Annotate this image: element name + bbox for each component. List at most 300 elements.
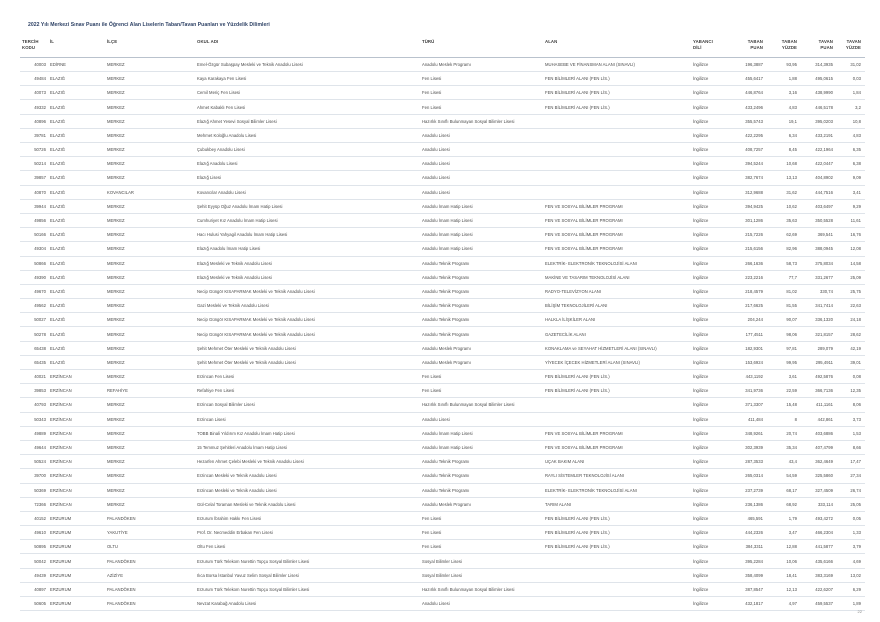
cell-tavan-yuzde: 6,29 <box>837 582 865 596</box>
table-row[interactable] <box>20 242 865 256</box>
cell-tavan-puan: 375,8034 <box>801 256 837 270</box>
cell-alan <box>543 185 691 199</box>
cell-okul-adi: Erzincan Mesleki ve Teknik Anadolu Lisesi <box>195 483 420 497</box>
table-row[interactable] <box>20 554 865 568</box>
cell-alan <box>543 143 691 157</box>
cell-ilce: PALANDÖKEN <box>105 582 195 596</box>
cell-okul-adi: Elazığ Anadolu Lisesi <box>195 157 420 171</box>
cell-yabanci-dili: İngilizce <box>691 511 729 525</box>
cell-ilce: MERKEZ <box>105 72 195 86</box>
cell-il: ERZİNCAN <box>48 398 105 412</box>
cell-turu: Hazırlık Sınıflı Bulunmayan Sosyal Bilimler Lisesi <box>420 114 543 128</box>
cell-taban-yuzde: 3,16 <box>767 86 801 100</box>
cell-taban-puan: 444,2326 <box>729 526 767 540</box>
cell-alan: FEN BİLİMLERİ ALANI (FEN LİS.) <box>543 384 691 398</box>
cell-taban-yuzde: 10,06 <box>767 554 801 568</box>
table-row[interactable] <box>20 228 865 242</box>
column-header-tavan-puan-line2: PUAN <box>820 45 833 51</box>
cell-okul-adi: TOBB Binali Yıldırım Kız Anadolu İmam Hatip Lisesi <box>195 426 420 440</box>
cell-tercih-kodu: 40896 <box>20 114 48 128</box>
cell-ilce: MERKEZ <box>105 398 195 412</box>
cell-ilce: MERKEZ <box>105 483 195 497</box>
cell-tavan-yuzde: 1,89 <box>837 597 865 611</box>
cell-taban-yuzde: 82,96 <box>767 242 801 256</box>
column-header-taban-puan-line2: PUAN <box>750 45 763 51</box>
cell-taban-puan: 265,0314 <box>729 469 767 483</box>
cell-taban-yuzde: 19,1 <box>767 114 801 128</box>
cell-tavan-yuzde: 6,38 <box>837 157 865 171</box>
cell-il: ERZİNCAN <box>48 412 105 426</box>
cell-yabanci-dili: İngilizce <box>691 568 729 582</box>
cell-yabanci-dili: İngilizce <box>691 185 729 199</box>
cell-yabanci-dili: İngilizce <box>691 412 729 426</box>
table-row[interactable] <box>20 540 865 554</box>
table-row[interactable] <box>20 72 865 86</box>
cell-tavan-puan: 369,541 <box>801 228 837 242</box>
table-row[interactable] <box>20 128 865 142</box>
cell-il: ELAZIĞ <box>48 114 105 128</box>
table-row[interactable] <box>20 341 865 355</box>
cell-taban-puan: 204,244 <box>729 313 767 327</box>
cell-tavan-yuzde: 9,09 <box>837 171 865 185</box>
cell-tavan-yuzde: 10,8 <box>837 114 865 128</box>
cell-tavan-yuzde: 3,73 <box>837 412 865 426</box>
cell-yabanci-dili: İngilizce <box>691 526 729 540</box>
cell-taban-puan: 215,7226 <box>729 228 767 242</box>
cell-tavan-puan: 403,6497 <box>801 199 837 213</box>
cell-turu: Fen Lisesi <box>420 511 543 525</box>
cell-okul-adi: Kovancılar Anadolu Lisesi <box>195 185 420 199</box>
cell-yabanci-dili: İngilizce <box>691 228 729 242</box>
cell-tavan-yuzde: 3,2 <box>837 100 865 114</box>
cell-taban-yuzde: 6,34 <box>767 128 801 142</box>
cell-taban-puan: 384,3311 <box>729 540 767 554</box>
cell-alan: FEN BİLİMLERİ ALANI (FEN LİS.) <box>543 370 691 384</box>
cell-il: ERZİNCAN <box>48 426 105 440</box>
cell-il: ELAZIĞ <box>48 185 105 199</box>
cell-il: ELAZIĞ <box>48 72 105 86</box>
column-header-ilce[interactable]: İLÇE <box>105 36 195 57</box>
cell-taban-yuzde: 4,97 <box>767 597 801 611</box>
column-header-il[interactable]: İL <box>48 36 105 57</box>
cell-tavan-puan: 404,8902 <box>801 171 837 185</box>
column-header-taban-puan-line1: TABAN <box>747 39 763 44</box>
cell-turu: Anadolu Teknik Programı <box>420 299 543 313</box>
cell-yabanci-dili: İngilizce <box>691 242 729 256</box>
cell-tercih-kodu: 40152 <box>20 511 48 525</box>
cell-taban-yuzde: 99,95 <box>767 355 801 369</box>
cell-alan: FEN VE SOSYAL BİLİMLER PROGRAMI <box>543 199 691 213</box>
cell-tavan-puan: 446,5178 <box>801 100 837 114</box>
table-row[interactable] <box>20 114 865 128</box>
table-row[interactable] <box>20 213 865 227</box>
cell-okul-adi: Gül-Celal Toraman Mesleki ve Teknik Anadolu Lisesi <box>195 497 420 511</box>
cell-ilce: MERKEZ <box>105 412 195 426</box>
cell-tercih-kodu: 49644 <box>20 440 48 454</box>
table-row[interactable] <box>20 483 865 497</box>
cell-okul-adi: Nevzat Karabağ Anadolu Lisesi <box>195 597 420 611</box>
cell-ilce: MERKEZ <box>105 213 195 227</box>
table-row[interactable] <box>20 327 865 341</box>
cell-ilce: PALANDÖKEN <box>105 554 195 568</box>
cell-tercih-kodu: 65435 <box>20 355 48 369</box>
cell-okul-adi: Erzurum Türk Telekom Nurettin Topçu Sosyal Bilimler Lisesi <box>195 554 420 568</box>
cell-ilce: MERKEZ <box>105 86 195 100</box>
cell-yabanci-dili: İngilizce <box>691 540 729 554</box>
cell-tercih-kodu: 40073 <box>20 86 48 100</box>
cell-taban-puan: 341,9736 <box>729 384 767 398</box>
cell-tercih-kodu: 49856 <box>20 213 48 227</box>
cell-tavan-puan: 321,8157 <box>801 327 837 341</box>
cell-alan: FEN VE SOSYAL BİLİMLER PROGRAMI <box>543 426 691 440</box>
cell-tavan-puan: 388,0945 <box>801 242 837 256</box>
cell-okul-adi: Refahiye Fen Lisesi <box>195 384 420 398</box>
cell-tercih-kodu: 49562 <box>20 299 48 313</box>
cell-tercih-kodu: 65438 <box>20 341 48 355</box>
table-row[interactable] <box>20 497 865 511</box>
cell-okul-adi: Ahmet Kabaklı Fen Lisesi <box>195 100 420 114</box>
cell-tercih-kodu: 50524 <box>20 455 48 469</box>
table-row[interactable] <box>20 100 865 114</box>
cell-taban-puan: 312,9688 <box>729 185 767 199</box>
cell-il: ERZURUM <box>48 582 105 596</box>
cell-ilce: MERKEZ <box>105 199 195 213</box>
cell-yabanci-dili: İngilizce <box>691 341 729 355</box>
cell-turu: Anadolu Lisesi <box>420 171 543 185</box>
cell-taban-puan: 408,7257 <box>729 143 767 157</box>
cell-turu: Anadolu Meslek Programı <box>420 341 543 355</box>
cell-turu: Anadolu Teknik Programı <box>420 455 543 469</box>
cell-taban-yuzde: 90,07 <box>767 313 801 327</box>
cell-alan: HALKLA İLİŞKİLER ALANI <box>543 313 691 327</box>
cell-taban-puan: 358,4099 <box>729 568 767 582</box>
table-row[interactable] <box>20 526 865 540</box>
cell-taban-puan: 223,2216 <box>729 270 767 284</box>
table-row[interactable] <box>20 355 865 369</box>
cell-turu: Anadolu Lisesi <box>420 128 543 142</box>
cell-tavan-yuzde: 8,66 <box>837 440 865 454</box>
cell-taban-puan: 443,1192 <box>729 370 767 384</box>
table-header <box>20 36 865 57</box>
cell-alan: MUHASEBE VE FİNANSMAN ALANI (SINAVLI) <box>543 57 691 71</box>
cell-tavan-yuzde: 14,58 <box>837 256 865 270</box>
cell-taban-puan: 177,4511 <box>729 327 767 341</box>
cell-tavan-yuzde: 9,29 <box>837 199 865 213</box>
cell-yabanci-dili: İngilizce <box>691 299 729 313</box>
cell-alan: TARIM ALANI <box>543 497 691 511</box>
column-header-taban-yuzde-line2: YÜZDE <box>781 45 797 51</box>
cell-alan: FEN VE SOSYAL BİLİMLER PROGRAMI <box>543 228 691 242</box>
cell-ilce: YAKUTİYE <box>105 526 195 540</box>
cell-il: ELAZIĞ <box>48 284 105 298</box>
cell-ilce: MERKEZ <box>105 497 195 511</box>
cell-alan: FEN VE SOSYAL BİLİMLER PROGRAMI <box>543 213 691 227</box>
cell-tavan-yuzde: 0,03 <box>837 72 865 86</box>
cell-taban-yuzde: 22,59 <box>767 384 801 398</box>
column-header-yabanci-dili-line2: DİLİ <box>693 45 702 51</box>
cell-taban-puan: 387,8547 <box>729 582 767 596</box>
cell-taban-yuzde: 43,4 <box>767 455 801 469</box>
table-row[interactable] <box>20 171 865 185</box>
cell-tavan-puan: 333,114 <box>801 497 837 511</box>
cell-turu: Anadolu Lisesi <box>420 185 543 199</box>
cell-turu: Hazırlık Sınıflı Bulunmayan Sosyal Bilimler Lisesi <box>420 582 543 596</box>
table-row[interactable] <box>20 199 865 213</box>
table-row[interactable] <box>20 256 865 270</box>
cell-taban-yuzde: 20,74 <box>767 426 801 440</box>
cell-tercih-kodu: 39857 <box>20 171 48 185</box>
cell-taban-yuzde: 31,62 <box>767 185 801 199</box>
cell-taban-puan: 217,6625 <box>729 299 767 313</box>
cell-ilce: MERKEZ <box>105 469 195 483</box>
cell-tercih-kodu: 40021 <box>20 370 48 384</box>
cell-yabanci-dili: İngilizce <box>691 72 729 86</box>
table-row[interactable] <box>20 270 865 284</box>
cell-taban-puan: 237,2739 <box>729 483 767 497</box>
cell-tavan-puan: 438,9990 <box>801 86 837 100</box>
cell-ilce: PALANDÖKEN <box>105 511 195 525</box>
cell-taban-yuzde: 93,95 <box>767 57 801 71</box>
column-header-okul-adi[interactable]: OKUL ADI <box>195 36 420 57</box>
cell-turu: Anadolu Teknik Programı <box>420 327 543 341</box>
table-row[interactable] <box>20 426 865 440</box>
cell-ilce: MERKEZ <box>105 270 195 284</box>
column-header-alan[interactable]: ALAN <box>543 36 691 57</box>
cell-okul-adi: 15 Temmuz Şehitleri Anadolu İmam Hatip Lisesi <box>195 440 420 454</box>
cell-turu: Anadolu Teknik Programı <box>420 313 543 327</box>
cell-yabanci-dili: İngilizce <box>691 582 729 596</box>
cell-tavan-puan: 492,5876 <box>801 370 837 384</box>
table-row[interactable] <box>20 582 865 596</box>
cell-turu: Anadolu İmam Hatip Lisesi <box>420 228 543 242</box>
table-row[interactable] <box>20 568 865 582</box>
cell-tercih-kodu: 39853 <box>20 384 48 398</box>
cell-okul-adi: Oltu Fen Lisesi <box>195 540 420 554</box>
cell-ilce: MERKEZ <box>105 426 195 440</box>
cell-il: ELAZIĞ <box>48 256 105 270</box>
cell-taban-puan: 433,2496 <box>729 100 767 114</box>
cell-tercih-kodu: 40870 <box>20 185 48 199</box>
cell-taban-yuzde: 68,17 <box>767 483 801 497</box>
cell-taban-puan: 196,3887 <box>729 57 767 71</box>
cell-okul-adi: Necip Güngör KISAPARMAK Mesleki ve Teknik Anadolu Lisesi <box>195 313 420 327</box>
page-title: 2022 Yılı Merkezi Sınav Puanı ile Öğrenci Alan Liselerin Taban/Tavan Puanları ve Yüzdelik Dilimleri <box>28 22 270 28</box>
cell-taban-puan: 153,6924 <box>729 355 767 369</box>
cell-taban-yuzde: 4,83 <box>767 100 801 114</box>
cell-tercih-kodu: 40793 <box>20 398 48 412</box>
column-header-tavan-puan[interactable] <box>801 36 837 57</box>
cell-yabanci-dili: İngilizce <box>691 469 729 483</box>
cell-yabanci-dili: İngilizce <box>691 86 729 100</box>
cell-okul-adi: Çubukbey Anadolu Lisesi <box>195 143 420 157</box>
table-row[interactable] <box>20 284 865 298</box>
cell-tavan-puan: 442,861 <box>801 412 837 426</box>
cell-taban-puan: 218,4579 <box>729 284 767 298</box>
cell-ilce: KOVANCILAR <box>105 185 195 199</box>
cell-taban-yuzde: 97,81 <box>767 341 801 355</box>
table-row[interactable] <box>20 143 865 157</box>
cell-okul-adi: Prof. Dr. Necmeddin Erbakan Fen Lisesi <box>195 526 420 540</box>
cell-yabanci-dili: İngilizce <box>691 384 729 398</box>
cell-ilce: MERKEZ <box>105 242 195 256</box>
cell-taban-puan: 302,3939 <box>729 440 767 454</box>
cell-okul-adi: Erzurum Türk Telekom Nurettin Topçu Sosyal Bilimler Lisesi <box>195 582 420 596</box>
cell-tercih-kodu: 49390 <box>20 270 48 284</box>
cell-okul-adi: Erzincan Mesleki ve Teknik Anadolu Lisesi <box>195 469 420 483</box>
cell-il: ELAZIĞ <box>48 86 105 100</box>
cell-alan: BİLİŞİM TEKNOLOJİLERİ ALANI <box>543 299 691 313</box>
cell-yabanci-dili: İngilizce <box>691 313 729 327</box>
column-header-yabanci-dili[interactable] <box>691 36 729 57</box>
cell-tavan-yuzde: 6,35 <box>837 143 865 157</box>
cell-tavan-yuzde: 3,41 <box>837 185 865 199</box>
column-header-tercih-kodu[interactable] <box>20 36 48 57</box>
cell-turu: Anadolu Meslek Programı <box>420 57 543 71</box>
table-row[interactable] <box>20 469 865 483</box>
cell-okul-adi: Şehit Mehmet Öter Mesleki ve Teknik Anadolu Lisesi <box>195 341 420 355</box>
cell-turu: Anadolu Teknik Programı <box>420 469 543 483</box>
cell-taban-yuzde: 10,62 <box>767 199 801 213</box>
cell-tavan-puan: 330,74 <box>801 284 837 298</box>
cell-alan: UÇAK BAKIM ALANI <box>543 455 691 469</box>
cell-tercih-kodu: 40897 <box>20 582 48 596</box>
cell-tavan-yuzde: 4,69 <box>837 554 865 568</box>
cell-okul-adi: Erzurum İbrahim Hakkı Fen Lisesi <box>195 511 420 525</box>
cell-il: ERZİNCAN <box>48 370 105 384</box>
cell-okul-adi: Şehit Mehmet Öter Mesleki ve Teknik Anadolu Lisesi <box>195 355 420 369</box>
table-row[interactable] <box>20 455 865 469</box>
cell-il: ERZİNCAN <box>48 483 105 497</box>
cell-ilce: PALANDÖKEN <box>105 597 195 611</box>
cell-tercih-kodu: 50343 <box>20 412 48 426</box>
cell-ilce: MERKEZ <box>105 256 195 270</box>
cell-taban-puan: 382,7674 <box>729 171 767 185</box>
column-header-tavan-yuzde[interactable] <box>837 36 865 57</box>
table-row[interactable] <box>20 313 865 327</box>
cell-taban-yuzde: 58,73 <box>767 256 801 270</box>
cell-tavan-yuzde: 25,05 <box>837 497 865 511</box>
cell-tercih-kodu: 39944 <box>20 199 48 213</box>
cell-il: ELAZIĞ <box>48 299 105 313</box>
cell-tavan-yuzde: 39,01 <box>837 355 865 369</box>
column-header-taban-yuzde[interactable] <box>767 36 801 57</box>
table-row[interactable] <box>20 86 865 100</box>
cell-tavan-yuzde: 16,76 <box>837 228 865 242</box>
cell-yabanci-dili: İngilizce <box>691 426 729 440</box>
cell-okul-adi: Erzincan Sosyal Bilimler Lisesi <box>195 398 420 412</box>
cell-taban-puan: 287,3533 <box>729 455 767 469</box>
cell-ilce: MERKEZ <box>105 341 195 355</box>
cell-ilce: MERKEZ <box>105 128 195 142</box>
cell-ilce: MERKEZ <box>105 114 195 128</box>
table-row[interactable] <box>20 412 865 426</box>
column-header-tercih-kodu-line2: KODU <box>22 45 36 51</box>
cell-alan <box>543 582 691 596</box>
cell-alan: ELEKTRİK- ELEKTRONİK TEKNOLOJİSİ ALANI <box>543 256 691 270</box>
cell-tercih-kodu: 49304 <box>20 242 48 256</box>
cell-taban-puan: 465,591 <box>729 511 767 525</box>
cell-yabanci-dili: İngilizce <box>691 171 729 185</box>
cell-tavan-puan: 341,7414 <box>801 299 837 313</box>
cell-il: ELAZIĞ <box>48 327 105 341</box>
table-row[interactable] <box>20 384 865 398</box>
cell-turu: Fen Lisesi <box>420 384 543 398</box>
cell-il: ELAZIĞ <box>48 228 105 242</box>
table-row[interactable] <box>20 157 865 171</box>
table-row[interactable] <box>20 440 865 454</box>
cell-taban-yuzde: 81,02 <box>767 284 801 298</box>
table-row[interactable] <box>20 511 865 525</box>
cell-ilce: MERKEZ <box>105 327 195 341</box>
column-header-taban-puan[interactable] <box>729 36 767 57</box>
cell-taban-yuzde: 12,13 <box>767 582 801 596</box>
cell-yabanci-dili: İngilizce <box>691 440 729 454</box>
cell-turu: Anadolu Meslek Programı <box>420 355 543 369</box>
table-row[interactable] <box>20 57 865 71</box>
cell-alan: KONAKLAMA ve SEYAHAT HİZMETLERİ ALANI (SINAVLI) <box>543 341 691 355</box>
cell-il: ELAZIĞ <box>48 199 105 213</box>
cell-taban-puan: 371,3307 <box>729 398 767 412</box>
cell-tercih-kodu: 49610 <box>20 526 48 540</box>
cell-il: ELAZIĞ <box>48 157 105 171</box>
cell-tavan-yuzde: 22,63 <box>837 299 865 313</box>
column-header-yabanci-dili-line1: YABANCI <box>693 39 713 44</box>
cell-okul-adi: Necip Güngör KISAPARMAK Mesleki ve Teknik Anadolu Lisesi <box>195 327 420 341</box>
column-header-turu[interactable]: TÜRÜ <box>420 36 543 57</box>
cell-tercih-kodu: 49332 <box>20 100 48 114</box>
table-row[interactable] <box>20 398 865 412</box>
scores-table <box>20 36 865 611</box>
cell-taban-yuzde: 62,69 <box>767 228 801 242</box>
table-row[interactable] <box>20 299 865 313</box>
cell-okul-adi: Hacı Hulusi Yahyagil Anadolu İmam Hatip Lisesi <box>195 228 420 242</box>
table-row[interactable] <box>20 597 865 611</box>
cell-alan: FEN BİLİMLERİ ALANI (FEN LİS.) <box>543 540 691 554</box>
cell-il: ELAZIĞ <box>48 313 105 327</box>
cell-tavan-yuzde: 1,33 <box>837 526 865 540</box>
cell-alan: MAKİNE VE TASARIM TEKNOLOJİSİ ALANI <box>543 270 691 284</box>
table-row[interactable] <box>20 185 865 199</box>
cell-il: ELAZIĞ <box>48 355 105 369</box>
cell-yabanci-dili: İngilizce <box>691 398 729 412</box>
cell-ilce: MERKEZ <box>105 355 195 369</box>
table-header-row <box>20 36 865 57</box>
cell-ilce: MERKEZ <box>105 284 195 298</box>
cell-alan: FEN VE SOSYAL BİLİMLER PROGRAMI <box>543 440 691 454</box>
cell-taban-yuzde: 77,7 <box>767 270 801 284</box>
cell-tercih-kodu: 39700 <box>20 469 48 483</box>
cell-turu: Hazırlık Sınıflı Bulunmayan Sosyal Bilimler Lisesi <box>420 398 543 412</box>
cell-ilce: MERKEZ <box>105 57 195 71</box>
cell-tavan-yuzde: 28,62 <box>837 327 865 341</box>
table-row[interactable] <box>20 370 865 384</box>
cell-turu: Fen Lisesi <box>420 526 543 540</box>
cell-yabanci-dili: İngilizce <box>691 199 729 213</box>
cell-turu: Sosyal Bilimler Lisesi <box>420 568 543 582</box>
cell-yabanci-dili: İngilizce <box>691 157 729 171</box>
cell-taban-yuzde: 12,88 <box>767 540 801 554</box>
cell-okul-adi: Mehmet Koloğlu Anadolu Lisesi <box>195 128 420 142</box>
cell-turu: Fen Lisesi <box>420 100 543 114</box>
cell-tavan-puan: 422,1964 <box>801 143 837 157</box>
column-header-tavan-yuzde-line1: TAVAN <box>846 39 861 44</box>
cell-yabanci-dili: İngilizce <box>691 100 729 114</box>
cell-taban-yuzde: 3,47 <box>767 526 801 540</box>
cell-tavan-yuzde: 0,08 <box>837 370 865 384</box>
cell-turu: Anadolu Teknik Programı <box>420 483 543 497</box>
cell-tavan-yuzde: 1,84 <box>837 86 865 100</box>
cell-alan <box>543 554 691 568</box>
